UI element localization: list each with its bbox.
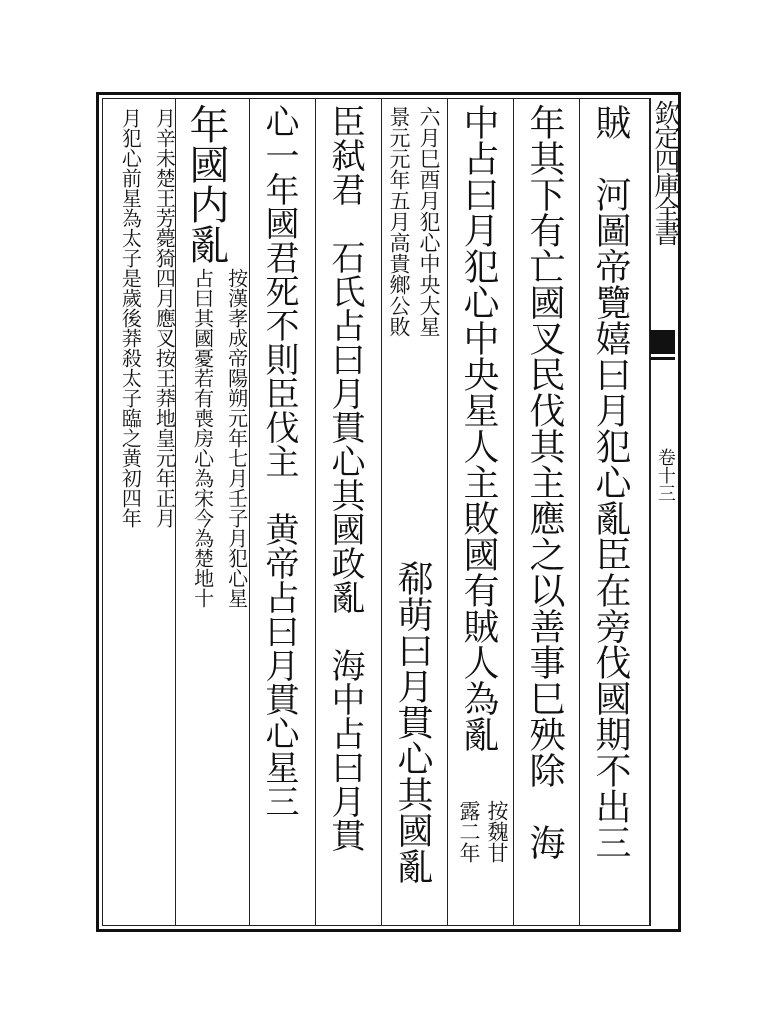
juan-number: 卷十三	[654, 448, 676, 502]
column-separator	[447, 98, 448, 926]
text-column-7-main: 年國内亂	[183, 104, 229, 264]
text-column-5: 臣弑君 石氏占曰月貫心其國政亂 海中占曰月貫	[325, 104, 365, 852]
text-column-3-note-left: 露二年	[457, 800, 481, 863]
column-separator	[315, 98, 316, 926]
column-separator	[513, 98, 514, 926]
text-column-8-note-left: 月犯心前星為太子是歲後莽殺太子臨之黄初四年	[118, 108, 143, 528]
text-column-4-main: 郗萌曰月貫心其國亂	[392, 560, 433, 884]
text-column-8-note-right: 月辛未楚王芳薨猗四月應叉按王莽地皇元年正月	[152, 108, 177, 528]
text-column-4-note-left: 景元元年五月高貴鄉公敗	[387, 106, 411, 337]
text-column-1: 賊 河圖帝覽嬉曰月犯心亂臣在旁伐國期不出三	[590, 104, 631, 860]
text-column-3-note-right: 按魏甘	[485, 800, 509, 863]
column-separator	[579, 98, 580, 926]
fishtail-line	[650, 357, 675, 360]
text-column-2: 年其下有亡國叉民伐其主應之以善事巳殃除 海	[524, 104, 565, 860]
text-column-4-note-right: 六月巳酉月犯心中央大星	[417, 106, 441, 337]
text-column-3: 中占曰月犯心中央星人主敗國有賊人為亂	[458, 104, 499, 752]
column-separator	[381, 98, 382, 926]
book-title: 欽定四庫全書	[650, 100, 680, 244]
text-column-6: 心一年國君死不則臣伐主 黄帝占曰月貫心星三	[259, 104, 299, 818]
fishtail-ornament	[650, 330, 675, 354]
text-column-7-note-left: 占曰其國憂若有喪房心為宋今為楚地十	[190, 268, 215, 608]
text-column-7-note-right: 按漢孝成帝陽朔元年七月壬子月犯心星	[224, 268, 249, 608]
